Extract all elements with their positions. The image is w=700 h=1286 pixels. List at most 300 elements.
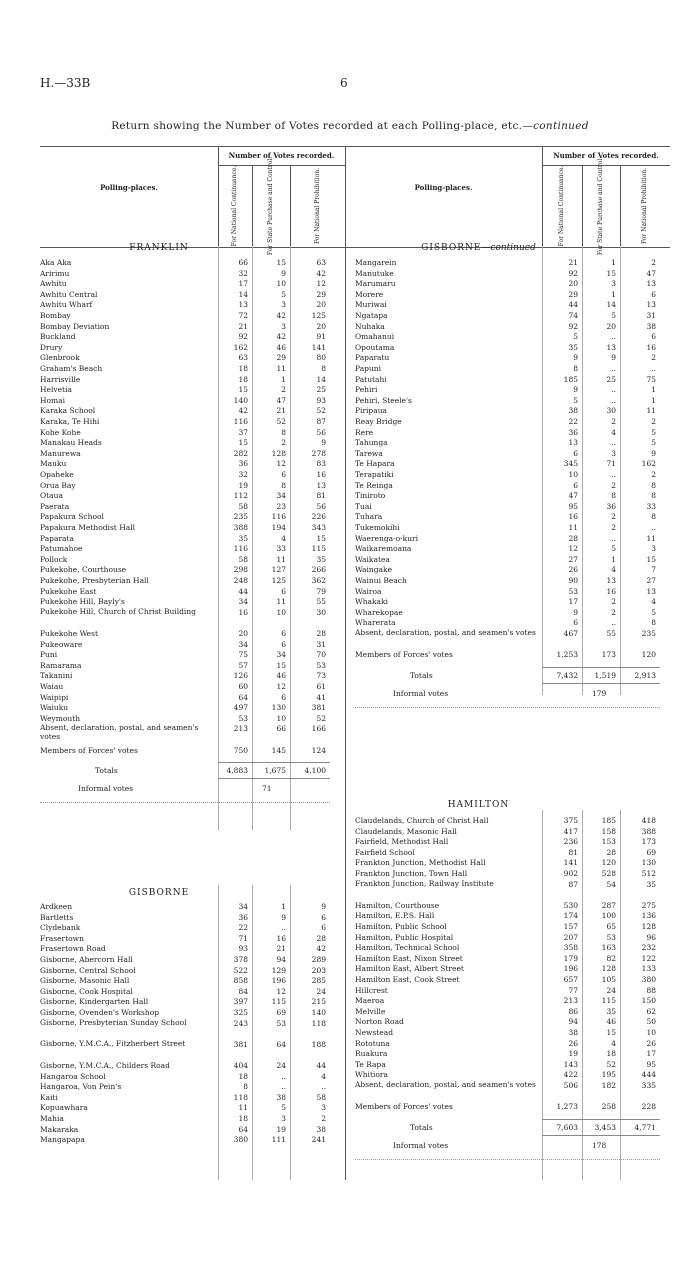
table-row (40, 322, 330, 332)
continuance-votes: 90 (568, 576, 578, 585)
polling-place-name: Tarewa (355, 448, 383, 458)
state-purchase-votes: 4 (281, 533, 286, 543)
table-row (40, 481, 330, 491)
polling-place-name: Drury (40, 342, 63, 352)
polling-place-name: Wairoa (355, 586, 382, 596)
continuance-votes: 8 (243, 1082, 248, 1092)
state-purchase-votes: 15 (606, 268, 616, 278)
state-purchase-votes: 6 (281, 639, 286, 649)
continuance-votes: 141 (563, 858, 578, 868)
polling-place-name: Gisborne, Ovenden's Workshop (40, 1008, 160, 1017)
continuance-votes: 35 (568, 342, 578, 352)
table-row (355, 1060, 660, 1070)
table-row (355, 1102, 660, 1112)
continuance-votes: 28 (568, 533, 578, 543)
polling-place-name: Hamilton, Public Hospital (355, 932, 454, 942)
table-row (355, 954, 660, 964)
state-purchase-votes: 11 (276, 554, 286, 564)
prohibition-votes: 3 (321, 1103, 326, 1113)
continuance-votes: 60 (238, 682, 248, 691)
polling-place-name: Morere (355, 289, 384, 299)
state-purchase-votes: 46 (606, 1017, 616, 1027)
table-row (40, 724, 330, 742)
informal-votes-label: Informal votes (78, 784, 134, 794)
prohibition-votes: .. (651, 523, 656, 532)
table-row (40, 406, 330, 416)
polling-place-name: Pukekohe Hill, Church of Christ Building (40, 606, 196, 616)
continuance-votes: 213 (563, 996, 578, 1006)
state-purchase-votes: 30 (606, 406, 616, 416)
continuance-votes: 74 (568, 311, 578, 320)
polling-place-name: Tiniroto (355, 491, 386, 501)
prohibition-votes: 130 (641, 858, 656, 868)
prohibition-votes: 25 (316, 385, 326, 395)
polling-place-name: Rere (355, 427, 374, 437)
state-purchase-votes: 196 (271, 976, 286, 986)
continuance-votes: 235 (233, 512, 248, 522)
polling-place-name: Mauku (40, 459, 67, 469)
prohibition-votes: 8 (321, 364, 326, 373)
state-purchase-votes: 3 (611, 279, 616, 289)
state-purchase-votes: 158 (601, 826, 616, 836)
prohibition-votes: 55 (316, 597, 326, 607)
polling-place-name: Gisborne, Kindergarten Hall (40, 997, 149, 1007)
state-purchase-votes: 29 (276, 353, 286, 363)
prohibition-votes: 235 (641, 629, 656, 638)
continuance-votes: 58 (238, 554, 248, 564)
continuance-votes: 243 (233, 1018, 248, 1028)
totals-label: Totals (410, 1122, 433, 1132)
prohibition-votes: 58 (316, 1092, 326, 1102)
state-purchase-votes: 129 (271, 965, 286, 975)
prohibition-votes: 150 (641, 996, 656, 1006)
continuance-votes: 64 (238, 1124, 248, 1134)
state-purchase-votes: 42 (276, 311, 286, 320)
continuance-votes: 657 (563, 975, 578, 984)
prohibition-votes: 29 (316, 289, 326, 299)
column-header (40, 146, 345, 256)
prohibition-header (636, 169, 654, 243)
polling-place-name: Claudelands, Masonic Hall (355, 826, 457, 836)
table-row (40, 353, 330, 363)
table-row (355, 428, 660, 438)
table-row (355, 827, 660, 837)
table-row (40, 693, 330, 703)
state-purchase-votes: 105 (601, 975, 616, 984)
prohibition-votes: 162 (641, 459, 656, 469)
state-purchase-votes: 3 (281, 300, 286, 310)
continuance-header (553, 165, 571, 247)
state-purchase-votes: 47 (276, 395, 286, 405)
table-row (40, 470, 330, 480)
table-row (355, 975, 660, 985)
state-purchase-votes: 35 (606, 1006, 616, 1016)
continuance-votes: 1,273 (556, 1102, 578, 1112)
polling-place-name: Melville (355, 1006, 386, 1016)
prohibition-votes: 12 (316, 279, 326, 289)
state-purchase-votes: 52 (606, 1059, 616, 1069)
prohibition-votes: 6 (651, 332, 656, 342)
table-row (40, 375, 330, 385)
polling-place-name: Papuni (355, 364, 382, 373)
prohibition-votes: 56 (316, 427, 326, 437)
table-row (40, 1082, 330, 1092)
polling-place-name: Patumahoe (40, 544, 83, 554)
table-row (40, 944, 330, 954)
table-row (355, 269, 660, 279)
section-separator (355, 707, 660, 708)
polling-place-name: Weymouth (40, 713, 81, 723)
table-row (40, 279, 330, 289)
prohibition-votes: 8 (651, 512, 656, 522)
prohibition-votes: 140 (311, 1008, 326, 1017)
prohibition-votes: 2 (651, 353, 656, 363)
state-purchase-votes: .. (611, 438, 616, 448)
header-divider (620, 165, 621, 247)
table-row (355, 986, 660, 996)
polling-place-name: Waingake (355, 565, 393, 575)
prohibition-votes: 28 (316, 933, 326, 943)
table-row (40, 923, 330, 933)
prohibition-header-text: For National Prohibition. (640, 167, 648, 245)
polling-place-name: Tahunga (355, 438, 388, 448)
prohibition-votes: 125 (311, 311, 326, 320)
continuance-votes: 20 (568, 279, 578, 289)
continuance-votes: 37 (238, 427, 248, 437)
polling-place-name: Clydebank (40, 923, 81, 933)
section-title-text: GISBORNE (128, 888, 190, 898)
polling-place-name: Gisborne, Presbyterian Sunday School (40, 1017, 187, 1027)
header-divider (218, 147, 219, 247)
table-row (355, 587, 660, 597)
state-purchase-votes: 64 (276, 1039, 286, 1049)
prohibition-votes: 95 (646, 1059, 656, 1069)
table-row (40, 714, 330, 724)
state-purchase-votes: 10 (276, 279, 286, 289)
prohibition-header-text: For National Prohibition. (313, 167, 321, 245)
state-purchase-votes: 5 (281, 1103, 286, 1113)
state-purchase-votes: 12 (276, 459, 286, 469)
polling-place-name: Aka Aka (40, 258, 72, 267)
polling-place-name: Homai (40, 395, 66, 405)
state-purchase-votes: 4 (611, 427, 616, 437)
continuance-votes: 378 (233, 955, 248, 964)
continuance-votes: 143 (563, 1059, 578, 1069)
continuance-votes: 9 (573, 353, 578, 363)
state-purchase-votes: .. (281, 1082, 286, 1092)
polling-place-name: Hamilton, Technical School (355, 943, 460, 953)
state-purchase-votes: 13 (606, 576, 616, 585)
prohibition-votes: 38 (316, 1124, 326, 1134)
polling-place-name: Hangaroa School (40, 1071, 106, 1081)
table-row (40, 396, 330, 406)
section-title (355, 243, 602, 253)
table-row (355, 629, 660, 647)
continuance-votes: 64 (238, 692, 248, 702)
polling-place-name: Opaheke (40, 470, 74, 479)
polling-place-name: Helvetia (40, 385, 72, 395)
polling-place-name: Waikatea (355, 554, 390, 564)
informal-votes-value: 71 (262, 784, 272, 794)
table-row (40, 934, 330, 944)
continuance-votes: 27 (568, 554, 578, 564)
totals-bottom-rule (542, 683, 660, 684)
totals-row (40, 766, 330, 776)
polling-place-name: Tuhara (355, 512, 383, 522)
continuance-votes: 298 (233, 565, 248, 575)
prohibition-votes: 6 (321, 912, 326, 922)
total-continuance: 4,883 (226, 766, 248, 776)
state-purchase-votes: 173 (601, 650, 616, 660)
polling-place-name: Te Hapara (355, 459, 395, 469)
section-title-text: FRANKLIN (129, 243, 189, 253)
table-row (40, 311, 330, 321)
table-row (355, 922, 660, 932)
polling-place-name: Fairfield School (355, 847, 415, 857)
prohibition-votes: 79 (316, 586, 326, 596)
table-row (355, 438, 660, 448)
continuance-votes: 34 (238, 597, 248, 607)
state-purchase-votes: 120 (601, 858, 616, 868)
section-title (40, 888, 278, 898)
continuance-votes: 179 (563, 953, 578, 963)
prohibition-votes: 35 (646, 879, 656, 889)
polling-place-name: Waipipi (40, 692, 69, 702)
polling-place-name: Manakau Heads (40, 438, 102, 448)
prohibition-votes: 136 (641, 911, 656, 921)
state-purchase-votes: 2 (611, 607, 616, 617)
polling-place-name: Patutahi (355, 374, 387, 384)
state-purchase-votes: .. (281, 923, 286, 933)
state-purchase-votes: 128 (271, 448, 286, 458)
polling-place-name: Kaiti (40, 1092, 58, 1102)
continuance-votes: 116 (233, 544, 248, 554)
prohibition-votes: 24 (316, 986, 326, 996)
prohibition-votes: 33 (646, 501, 656, 511)
state-purchase-votes: 2 (611, 523, 616, 532)
prohibition-votes: 128 (641, 922, 656, 931)
state-purchase-votes: 15 (276, 660, 286, 670)
state-purchase-header (592, 156, 610, 256)
header-divider (582, 165, 583, 247)
state-purchase-votes: 13 (606, 342, 616, 352)
continuance-votes: 36 (238, 459, 248, 469)
table-row (40, 587, 330, 597)
continuance-votes: 6 (573, 618, 578, 628)
polling-place-name: Pehiri, Steele's (355, 395, 412, 405)
polling-place-name: Gisborne, Central School (40, 965, 136, 975)
prohibition-votes: 3 (651, 544, 656, 554)
continuance-votes: 11 (238, 1103, 248, 1113)
polling-place-name: Pukekohe Hill, Bayly's (40, 597, 125, 607)
continuance-votes: 32 (238, 268, 248, 278)
state-purchase-votes: 36 (606, 501, 616, 511)
state-purchase-votes: .. (611, 385, 616, 395)
state-purchase-votes: 2 (611, 480, 616, 490)
continuance-votes: 12 (568, 544, 578, 554)
prohibition-votes: 30 (316, 607, 326, 617)
prohibition-votes: 512 (641, 869, 656, 878)
state-purchase-votes: 6 (281, 629, 286, 638)
table-row (355, 837, 660, 847)
prohibition-votes: 52 (316, 406, 326, 416)
state-purchase-votes: 3 (281, 321, 286, 331)
continuance-votes: 14 (238, 289, 248, 299)
state-purchase-votes: 8 (281, 427, 286, 437)
polling-place-name: Puni (40, 650, 58, 660)
table-row (355, 332, 660, 342)
continuance-votes: 162 (233, 342, 248, 352)
prohibition-votes: 31 (646, 311, 656, 320)
continuance-votes: 497 (233, 703, 248, 713)
prohibition-votes: 53 (316, 660, 326, 670)
prohibition-votes: 444 (641, 1070, 656, 1080)
state-purchase-votes: 130 (271, 703, 286, 713)
header-divider (290, 165, 291, 247)
table-row (355, 869, 660, 879)
polling-place-name: Waiuku (40, 703, 69, 713)
table-row (355, 512, 660, 522)
state-purchase-votes: 1 (281, 374, 286, 384)
continuance-votes: 19 (568, 1049, 578, 1059)
table-row (40, 1072, 330, 1082)
prohibition-votes: 11 (646, 533, 656, 543)
polling-place-name: Ruakura (355, 1049, 388, 1059)
continuance-votes: 6 (573, 448, 578, 458)
prohibition-votes: 2 (651, 417, 656, 426)
table-row (355, 417, 660, 427)
state-purchase-votes: 115 (601, 996, 616, 1006)
total-prohibition: 4,771 (634, 1122, 656, 1132)
state-purchase-votes: .. (611, 470, 616, 479)
table-row (355, 943, 660, 953)
prohibition-votes: 20 (316, 300, 326, 310)
state-purchase-votes: .. (611, 618, 616, 628)
continuance-votes: 77 (568, 985, 578, 995)
polling-place-name: Orua Bay (40, 480, 76, 490)
continuance-votes: 22 (238, 923, 248, 933)
table-row (40, 1093, 330, 1103)
state-purchase-votes: 6 (281, 692, 286, 702)
polling-place-name: Karaka School (40, 406, 96, 416)
state-purchase-header (262, 156, 280, 256)
section-title (40, 243, 278, 253)
polling-place-name: Paparatu (355, 353, 390, 363)
prohibition-votes: 13 (646, 300, 656, 310)
table-row (355, 858, 660, 868)
continuance-votes: 34 (238, 902, 248, 911)
table-row (40, 682, 330, 692)
polling-place-name: Omahanui (355, 332, 395, 342)
table-row (355, 491, 660, 501)
informal-votes-row (78, 784, 272, 794)
state-purchase-votes: 9 (611, 353, 616, 363)
prohibition-votes: 8 (651, 491, 656, 501)
continuance-header-text: For National Continuance. (557, 165, 565, 247)
prohibition-votes: 13 (646, 279, 656, 289)
prohibition-votes: 124 (311, 745, 326, 755)
header-divider (252, 165, 253, 247)
continuance-votes: 36 (238, 912, 248, 922)
polling-place-name: Paerata (40, 501, 70, 511)
continuance-votes: 18 (238, 1071, 248, 1081)
table-row (355, 576, 660, 586)
polling-place-name: Takanini (40, 671, 73, 681)
table-row (40, 629, 330, 639)
continuance-votes: 38 (568, 406, 578, 416)
polling-place-name: Claudelands, Church of Christ Hall (355, 816, 489, 825)
state-purchase-votes: 4 (611, 565, 616, 575)
table-row (40, 290, 330, 300)
polling-place-name: Whakaki (355, 597, 388, 607)
state-purchase-header-text: For State Purchase and Control. (266, 156, 274, 256)
prohibition-votes: 5 (651, 607, 656, 617)
polling-place-name: Absent, declaration, postal, and seamen's votes (355, 1080, 536, 1089)
informal-votes-label: Informal votes (393, 688, 449, 698)
state-purchase-votes: 19 (276, 1124, 286, 1134)
prohibition-votes: 50 (646, 1017, 656, 1027)
state-purchase-votes: 24 (276, 1061, 286, 1070)
table-row (355, 300, 660, 310)
state-purchase-votes: 1 (611, 289, 616, 299)
totals-bottom-rule (218, 778, 330, 779)
table-row (40, 1008, 330, 1018)
polling-place-name: Terapatiki (355, 470, 394, 479)
polling-place-name: Makaraka (40, 1124, 79, 1134)
total-state-purchase: 1,519 (594, 670, 616, 680)
polling-place-name: Absent, declaration, postal, and seamen's votes (355, 628, 536, 637)
section-separator (40, 802, 330, 803)
continuance-votes: 18 (238, 374, 248, 384)
polling-place-name: Piripaua (355, 406, 388, 416)
prohibition-votes: 266 (311, 565, 326, 575)
continuance-votes: 9 (573, 385, 578, 395)
informal-votes-row (393, 1140, 607, 1150)
prohibition-votes: 4 (321, 1071, 326, 1081)
polling-place-name: Manutuke (355, 268, 394, 278)
polling-place-name: Hamilton East, Albert Street (355, 964, 464, 974)
totals-row (355, 671, 660, 681)
continuance-votes: 506 (563, 1081, 578, 1090)
continuance-votes: 236 (563, 837, 578, 847)
continuance-votes: 21 (238, 321, 248, 331)
polling-place-name: Mahia (40, 1114, 64, 1123)
table-row (40, 1125, 330, 1135)
prohibition-votes: 38 (646, 321, 656, 331)
prohibition-votes: 418 (641, 816, 656, 825)
continuance-votes: 29 (568, 289, 578, 299)
continuance-votes: 8 (573, 364, 578, 373)
state-purchase-votes: 2 (281, 438, 286, 448)
polling-place-name: Hamilton, Courthouse (355, 900, 440, 910)
table-row (355, 964, 660, 974)
table-row (355, 1039, 660, 1049)
table-row (40, 746, 330, 756)
polling-place-name: Aririmu (40, 268, 70, 278)
prohibition-votes: 173 (641, 837, 656, 847)
prohibition-votes: 289 (311, 955, 326, 964)
polling-place-name: Pukekohe West (40, 629, 98, 638)
polling-place-name: Rototuna (355, 1038, 390, 1048)
polling-place-name: Awhitu (40, 279, 67, 289)
state-purchase-votes: 9 (281, 912, 286, 922)
table-row (40, 343, 330, 353)
table-row (40, 650, 330, 660)
prohibition-votes: 7 (651, 565, 656, 575)
prohibition-votes: 1 (651, 385, 656, 395)
table-row (40, 459, 330, 469)
continuance-votes: 118 (233, 1092, 248, 1102)
